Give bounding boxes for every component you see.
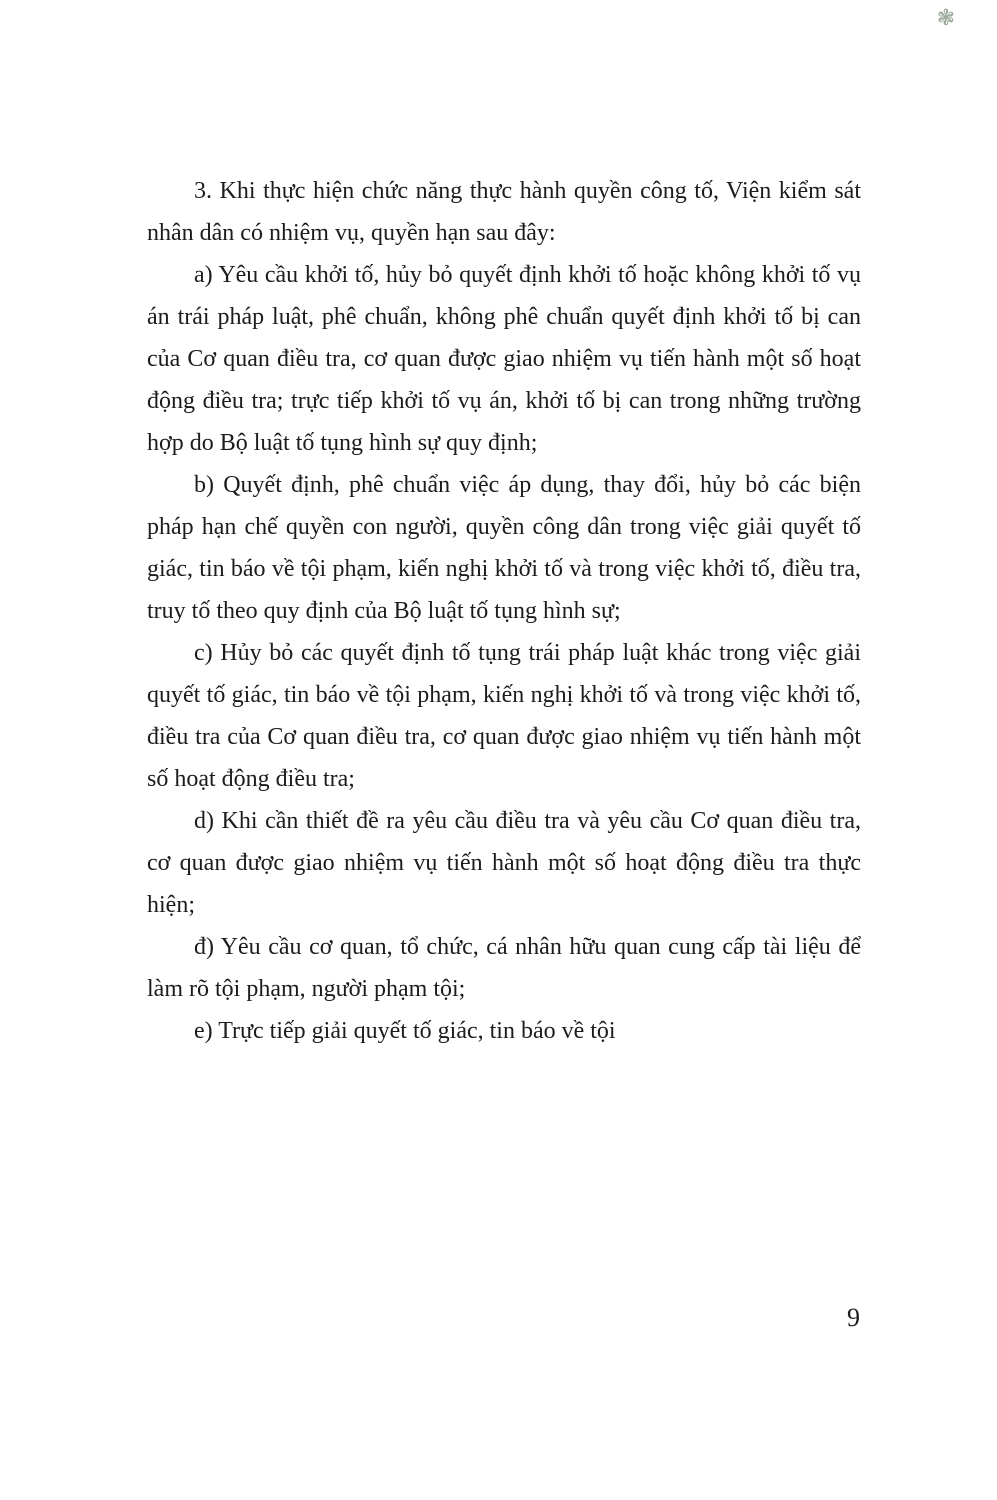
flower-ornament-icon: ❃ [936, 6, 955, 31]
paragraph-point-e: e) Trực tiếp giải quyết tố giác, tin báo về tội [194, 1018, 616, 1044]
paragraph-clause-3: 3. Khi thực hiện chức năng thực hành quyền công tố, Viện kiểm sát nhân dân có nhiệm vụ, quyền hạn sau đây: [147, 178, 861, 246]
paragraph-point-d: d) Khi cần thiết đề ra yêu cầu điều tra và yêu cầu Cơ quan điều tra, cơ quan được giao nhiệm vụ tiến hành một số hoạt động điều tra thực hiện; [147, 808, 861, 918]
body-text [147, 170, 861, 1052]
paragraph-point-b: b) Quyết định, phê chuẩn việc áp dụng, thay đổi, hủy bỏ các biện pháp hạn chế quyền con người, quyền công dân trong việc giải quyết tố giác, tin báo về tội phạm, kiến nghị khởi tố và trong việc khởi tố, điều tra, truy tố theo quy định của Bộ luật tố tụng hình sự; [147, 472, 861, 624]
paragraph-point-c: c) Hủy bỏ các quyết định tố tụng trái pháp luật khác trong việc giải quyết tố giác, tin báo về tội phạm, kiến nghị khởi tố và trong việc khởi tố, điều tra của Cơ quan điều tra, cơ quan được giao nhiệm vụ tiến hành một số hoạt động điều tra; [147, 640, 861, 792]
page-number: 9 [847, 1303, 860, 1332]
paragraph-point-a: a) Yêu cầu khởi tố, hủy bỏ quyết định khởi tố hoặc không khởi tố vụ án trái pháp luật, phê chuẩn, không phê chuẩn quyết định khởi tố bị can của Cơ quan điều tra, cơ quan được giao nhiệm vụ tiến hành một số hoạt động điều tra; trực tiếp khởi tố vụ án, khởi tố bị can trong những trường hợp do Bộ luật tố tụng hình sự quy định; [147, 262, 861, 456]
paragraph-point-dd: đ) Yêu cầu cơ quan, tổ chức, cá nhân hữu quan cung cấp tài liệu để làm rõ tội phạm, người phạm tội; [147, 934, 861, 1002]
